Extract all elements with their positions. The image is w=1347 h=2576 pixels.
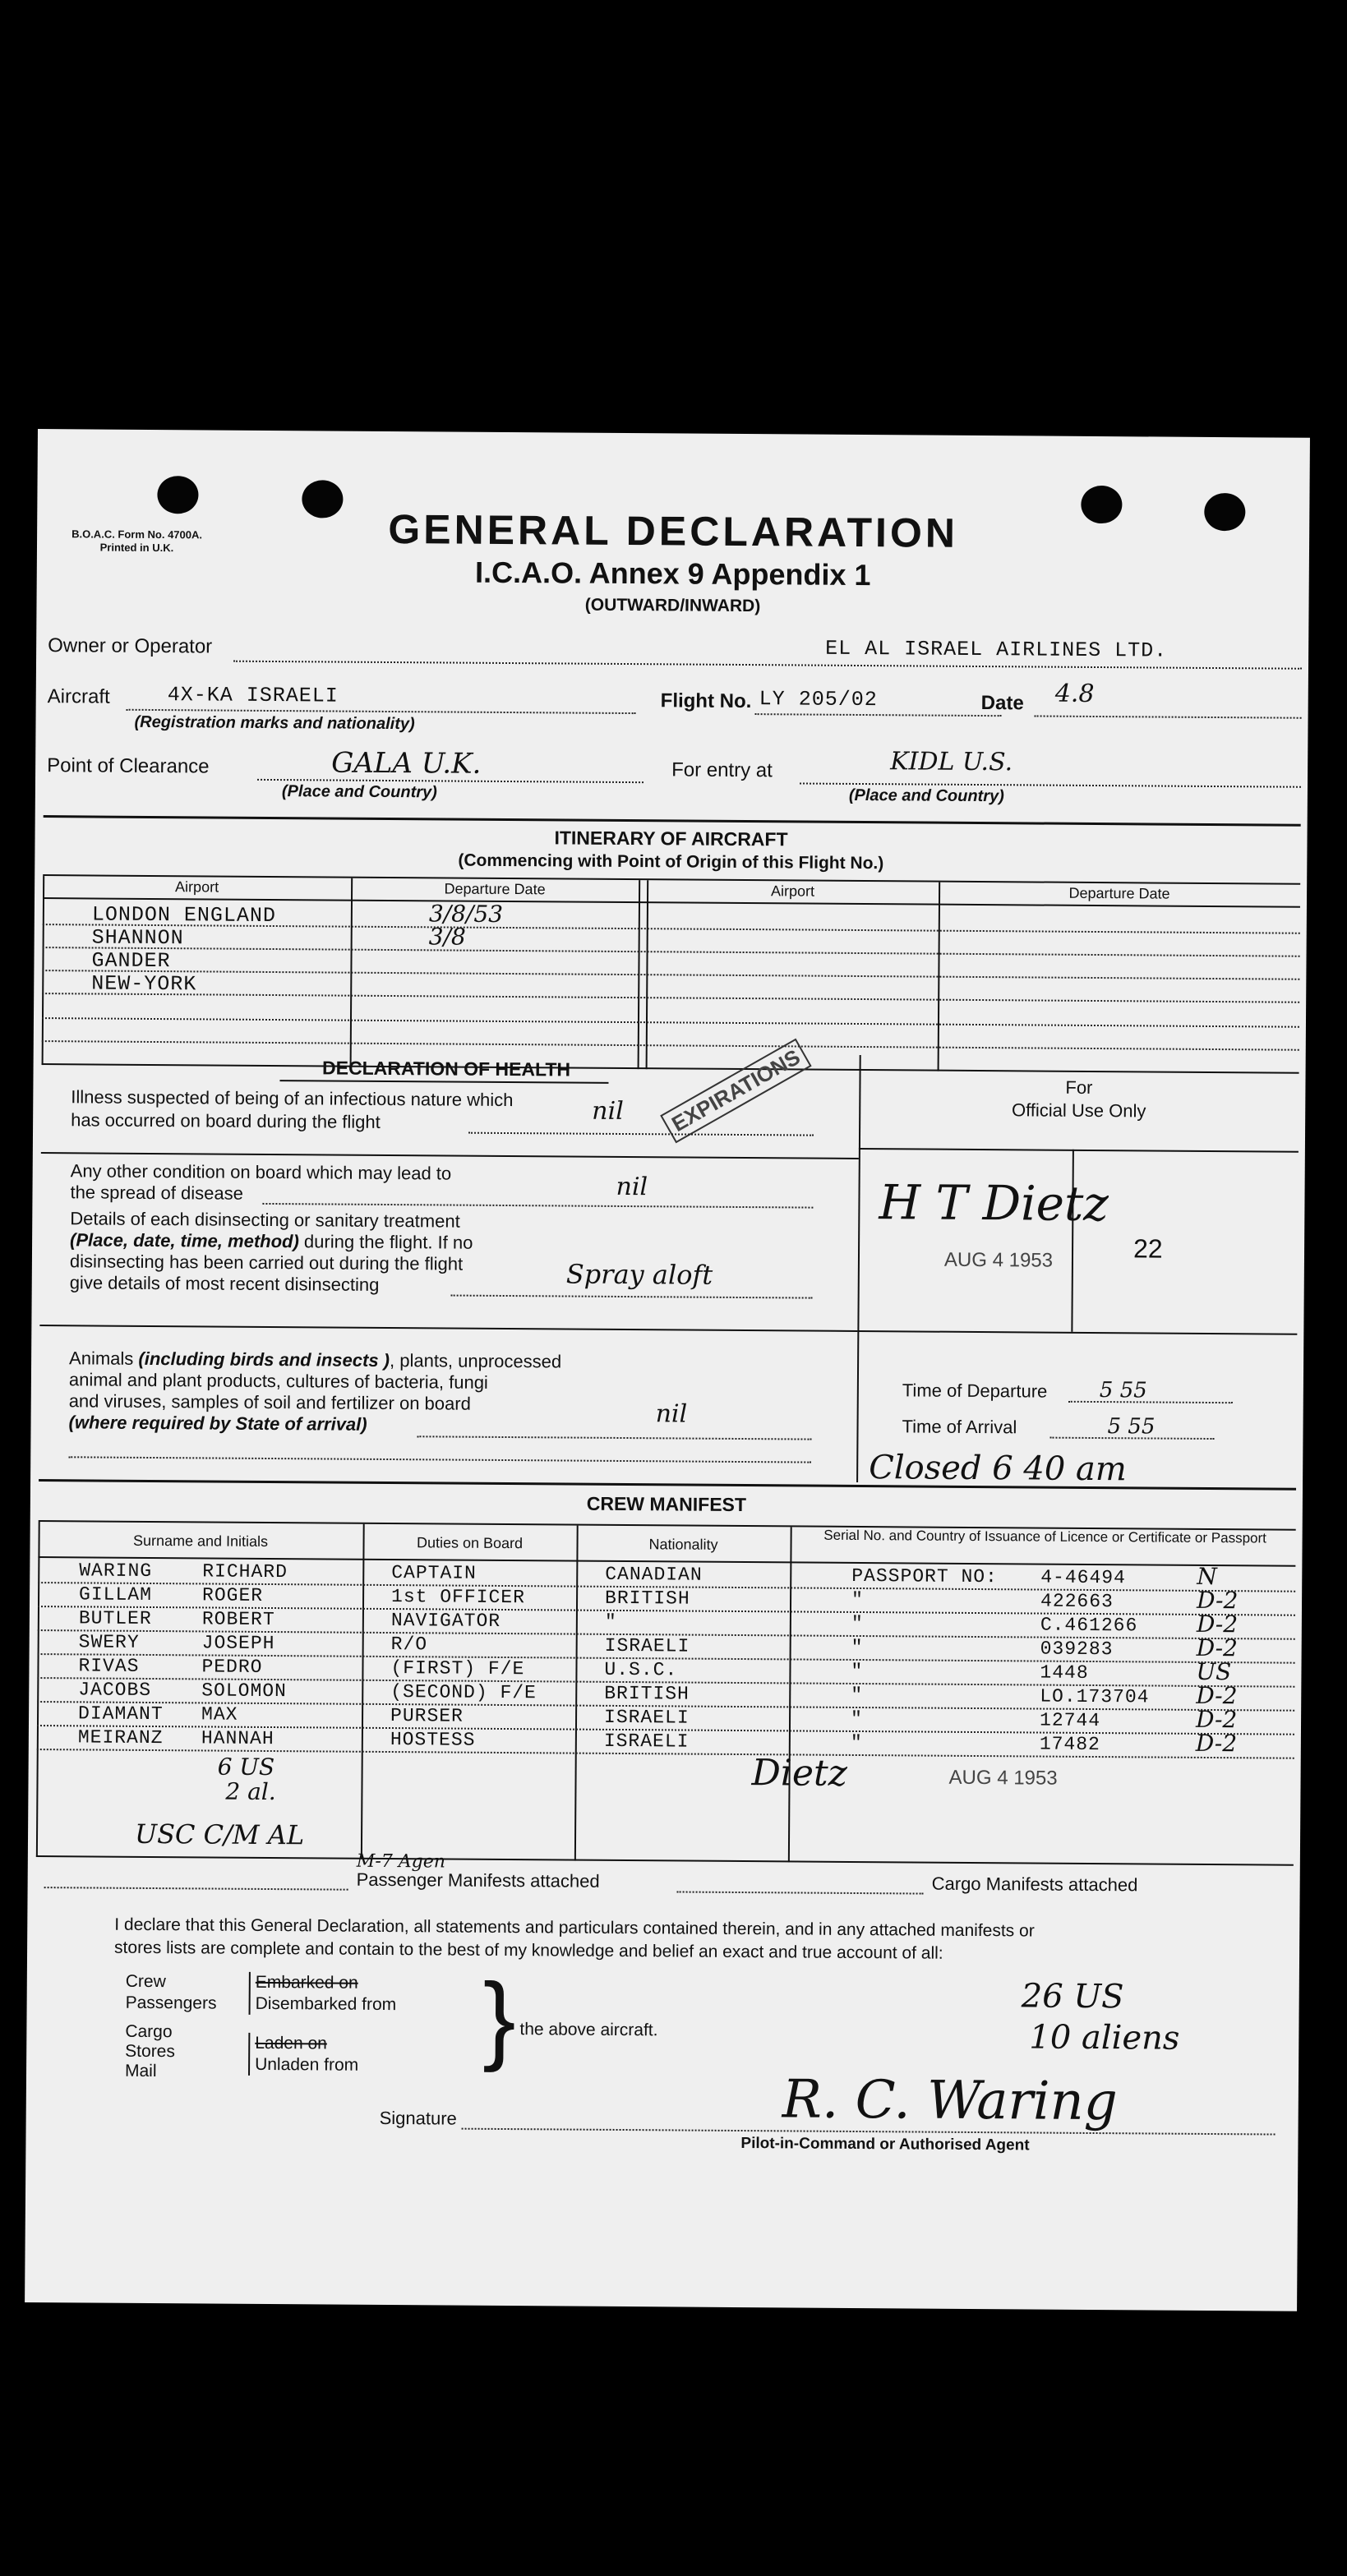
- crew-given: PEDRO: [201, 1656, 263, 1678]
- crew-col-duties: Duties on Board: [416, 1534, 524, 1552]
- crew-mark: D-2: [1196, 1681, 1238, 1710]
- crew-given: ROBERT: [201, 1608, 275, 1631]
- rule: [42, 970, 1299, 980]
- crew-no: 1448: [1040, 1661, 1089, 1684]
- itinerary-date: 3/8/53: [428, 900, 504, 928]
- embark-options: [249, 1972, 397, 2016]
- crew-no: LO.173704: [1040, 1685, 1150, 1708]
- crew-mark: N: [1197, 1562, 1217, 1591]
- owner-label: Owner or Operator: [48, 634, 213, 658]
- health-a2: nil: [616, 1172, 648, 1202]
- crew-duty: HOSTESS: [390, 1729, 476, 1751]
- health-q3-line4: give details of most recent disinsecting: [69, 1272, 380, 1295]
- crew-surname: WARING: [79, 1560, 153, 1583]
- crew-surname: RIVAS: [78, 1655, 140, 1677]
- crew-note-1: 6 US: [217, 1753, 275, 1781]
- crew-note-3: USC C/M AL: [134, 1818, 305, 1851]
- itinerary-col-date: Departure Date: [444, 880, 546, 898]
- crew-mark: D-2: [1196, 1634, 1239, 1662]
- crew-serial: ": [851, 1660, 864, 1683]
- entry-hint: (Place and Country): [848, 786, 1004, 806]
- crew-duty: PURSER: [390, 1705, 464, 1727]
- crew-serial: ": [851, 1636, 864, 1659]
- declaration-line-2: stores lists are complete and contain to the best of my knowledge and belief an exact and true account of all:: [114, 1938, 943, 1963]
- crew-mark: US: [1196, 1657, 1232, 1686]
- health-q4-birds: (including birds and insects ): [138, 1348, 390, 1371]
- rule: [1068, 1401, 1233, 1403]
- itinerary-airport: LONDON ENGLAND: [91, 902, 277, 929]
- clearance-hint: (Place and Country): [281, 782, 437, 802]
- aircraft-value: 4X-KA ISRAELI: [167, 683, 339, 708]
- crew-surname: MEIRANZ: [77, 1726, 164, 1749]
- general-declaration-form: [25, 429, 1310, 2311]
- flight-label: Flight No.: [660, 689, 752, 713]
- crew-duty: (FIRST) F/E: [390, 1657, 525, 1680]
- crew-nat: ISRAELI: [604, 1634, 690, 1657]
- disembarked-option: Disembarked from: [255, 1993, 397, 2015]
- crew-col-nationality: Nationality: [648, 1536, 718, 1553]
- entry-label: For entry at: [671, 758, 773, 782]
- crew-serial: ": [850, 1707, 863, 1730]
- rule: [42, 1017, 1299, 1028]
- rule: [42, 993, 1299, 1003]
- health-q4-line4: (where required by State of arrival): [68, 1412, 367, 1435]
- embarked-option: Embarked on: [255, 1972, 358, 1993]
- itinerary-heading: ITINERARY OF AIRCRAFT: [554, 827, 788, 850]
- date-line: [1035, 715, 1302, 718]
- crew-no: C.461266: [1040, 1614, 1138, 1637]
- passenger-count-us: 26 US: [1021, 1977, 1124, 2016]
- health-q4-line2: animal and plant products, cultures of bacteria, fungi: [68, 1369, 488, 1393]
- rule: [43, 947, 1300, 957]
- itinerary-col-airport-2: Airport: [771, 882, 815, 900]
- official-signature: H T Dietz: [879, 1174, 1109, 1233]
- crew-serial: PASSPORT NO:: [851, 1564, 999, 1588]
- aircraft-hint: (Registration marks and nationality): [134, 712, 415, 734]
- health-q2-line2: the spread of disease: [70, 1182, 243, 1204]
- rule: [41, 1152, 859, 1159]
- crew-given: JOSEPH: [201, 1632, 275, 1655]
- rule: [36, 1855, 1294, 1866]
- crew-label: Crew: [125, 1971, 166, 1992]
- health-q3-line2: [70, 1229, 473, 1253]
- date-value: 4.8: [1054, 679, 1095, 708]
- crew-no: 4-46494: [1040, 1566, 1126, 1589]
- clearance-value: GALA U.K.: [331, 746, 482, 781]
- crew-heading: CREW MANIFEST: [586, 1492, 747, 1516]
- rule: [677, 1891, 924, 1894]
- crew-stamp: AUG 4 1953: [948, 1766, 1058, 1790]
- laden-options: [248, 2033, 358, 2076]
- rule: [857, 1330, 1297, 1335]
- official-stamp-number: 22: [1132, 1233, 1163, 1264]
- crew-col-surname: Surname and Initials: [132, 1532, 269, 1550]
- pilot-label: Pilot-in-Command or Authorised Agent: [740, 2135, 1030, 2154]
- crew-nat: U.S.C.: [604, 1658, 678, 1681]
- cargo-label: Cargo: [125, 2021, 173, 2042]
- health-q4-plants: , plants, unprocessed: [389, 1350, 562, 1372]
- crew-given: HANNAH: [201, 1727, 274, 1750]
- closed-note: Closed 6 40 am: [869, 1449, 1127, 1489]
- health-q3-line3: disinsecting has been carried out during the flight: [69, 1251, 464, 1274]
- itinerary-col-airport: Airport: [175, 878, 219, 896]
- rule: [468, 1132, 814, 1136]
- itinerary-col-date-2: Departure Date: [1068, 884, 1170, 902]
- crew-duty: NAVIGATOR: [390, 1610, 501, 1632]
- crew-mark: D-2: [1195, 1705, 1238, 1734]
- crew-mark: D-2: [1196, 1586, 1239, 1615]
- crew-given: SOLOMON: [201, 1680, 287, 1703]
- health-q1-line2: has occurred on board during the flight: [71, 1109, 381, 1132]
- crew-surname: BUTLER: [78, 1607, 152, 1630]
- cargo-manifests: Cargo Manifests attached: [931, 1873, 1138, 1896]
- crew-surname: GILLAM: [79, 1583, 153, 1606]
- itinerary-subheading: (Commencing with Point of Origin of this Flight No.): [458, 850, 884, 873]
- crew-serial: ": [851, 1588, 864, 1611]
- crew-signature: Dietz: [751, 1752, 848, 1795]
- crew-nat: ISRAELI: [603, 1730, 690, 1753]
- crew-duty: R/O: [390, 1634, 428, 1656]
- itinerary-airport: GANDER: [91, 948, 171, 974]
- form-subtitle: I.C.A.O. Annex 9 Appendix 1: [474, 555, 871, 592]
- rule: [859, 1148, 1299, 1153]
- crew-surname: DIAMANT: [77, 1703, 164, 1726]
- crew-given: ROGER: [202, 1584, 264, 1606]
- crew-note-4: M-7 Agen: [356, 1850, 446, 1873]
- form-title: GENERAL DECLARATION: [388, 505, 959, 556]
- health-q3-during: during the flight. If no: [298, 1231, 473, 1253]
- official-heading: For: [1065, 1076, 1093, 1098]
- brace: }: [482, 1962, 517, 2074]
- crew-col-serial: Serial No. and Country of Issuance of Licence or Certificate or Passport: [823, 1527, 1266, 1546]
- crew-surname: JACOBS: [78, 1679, 152, 1702]
- rule: [39, 1325, 857, 1332]
- itinerary-airport: NEW-YORK: [91, 971, 197, 997]
- health-q4-animals: Animals: [69, 1348, 139, 1369]
- passenger-manifests: Passenger Manifests attached: [356, 1869, 600, 1892]
- passengers-label: Passengers: [125, 1993, 217, 2013]
- crew-passengers-labels: [126, 1971, 217, 2015]
- pilot-signature: R. C. Waring: [782, 2069, 1118, 2133]
- owner-value: EL AL ISRAEL AIRLINES LTD.: [825, 636, 1168, 663]
- form-direction: (OUTWARD/INWARD): [584, 595, 761, 616]
- mail-label: Mail: [124, 2061, 157, 2081]
- passenger-count-aliens: 10 aliens: [1029, 2018, 1180, 2058]
- health-a3: Spray aloft: [565, 1258, 713, 1291]
- crew-serial: ": [851, 1612, 864, 1635]
- unladen-option: Unladen from: [255, 2054, 359, 2075]
- rule: [417, 1435, 811, 1440]
- official-stamp-date: AUG 4 1953: [943, 1248, 1054, 1272]
- rule: [44, 1887, 348, 1891]
- crew-no: 12744: [1039, 1709, 1101, 1732]
- crew-mark: D-2: [1196, 1610, 1239, 1638]
- crew-no: 039283: [1040, 1638, 1114, 1661]
- itinerary-airport: SHANNON: [91, 925, 184, 951]
- health-a4: nil: [655, 1399, 688, 1429]
- crew-no: 422663: [1040, 1590, 1114, 1613]
- crew-duty: (SECOND) F/E: [390, 1681, 537, 1704]
- crew-mark: D-2: [1195, 1729, 1238, 1758]
- crew-given: MAX: [201, 1703, 238, 1726]
- crew-surname: SWERY: [78, 1631, 140, 1653]
- health-q3-method: (Place, date, time, method): [70, 1229, 299, 1252]
- rule: [42, 1040, 1299, 1051]
- crew-nat: ISRAELI: [603, 1706, 690, 1729]
- health-heading: DECLARATION OF HEALTH: [322, 1057, 571, 1081]
- health-q1-line1: Illness suspected of being of an infectious nature which: [71, 1086, 514, 1111]
- form-number: B.O.A.C. Form No. 4700A. Printed in U.K.: [72, 528, 203, 555]
- crew-duty: CAPTAIN: [391, 1562, 477, 1584]
- arrival-label: Time of Arrival: [902, 1416, 1017, 1438]
- itinerary-stamp: EXPIRATIONS: [660, 1038, 812, 1143]
- crew-serial: ": [851, 1684, 864, 1707]
- itinerary-table: [42, 876, 1301, 1074]
- arrival-value: 5 55: [1107, 1414, 1156, 1440]
- crew-note-2: 2 al.: [225, 1777, 276, 1806]
- crew-nat: BRITISH: [604, 1587, 690, 1610]
- flight-value: LY 205/02: [759, 687, 878, 712]
- above-aircraft: the above aircraft.: [519, 2020, 658, 2040]
- crew-nat: ": [604, 1611, 617, 1633]
- crew-nat: BRITISH: [604, 1682, 690, 1705]
- crew-serial: ": [850, 1731, 863, 1754]
- clearance-label: Point of Clearance: [47, 754, 210, 778]
- itinerary-date: 3/8: [428, 923, 466, 951]
- health-q2-line1: Any other condition on board which may lead to: [70, 1160, 452, 1184]
- official-heading-2: Official Use Only: [1011, 1099, 1146, 1122]
- date-label: Date: [980, 692, 1024, 715]
- rule: [262, 1203, 813, 1209]
- declaration-line-1: I declare that this General Declaration, all statements and particulars contained therein, and in any attached manifests or: [114, 1915, 1035, 1941]
- crew-duty: 1st OFFICER: [390, 1586, 526, 1609]
- cargo-stores-mail-labels: [125, 2022, 175, 2081]
- aircraft-label: Aircraft: [47, 685, 110, 708]
- crew-no: 17482: [1039, 1733, 1100, 1756]
- stores-label: Stores: [125, 2041, 176, 2062]
- entry-value: KIDL U.S.: [890, 747, 1013, 777]
- departure-value: 5 55: [1099, 1378, 1147, 1403]
- rule: [451, 1295, 813, 1299]
- signature-label: Signature: [379, 2107, 457, 2129]
- departure-label: Time of Departure: [902, 1380, 1048, 1402]
- crew-given: RICHARD: [202, 1560, 288, 1583]
- rule: [68, 1456, 811, 1463]
- laden-option: Laden on: [255, 2033, 327, 2053]
- flight-line: [755, 713, 1002, 717]
- health-a1: nil: [592, 1096, 624, 1126]
- health-q3-line1: Details of each disinsecting or sanitary treatment: [70, 1208, 460, 1232]
- crew-nat: CANADIAN: [605, 1563, 703, 1586]
- health-q4-line3: and viruses, samples of soil and fertilizer on board: [68, 1390, 471, 1414]
